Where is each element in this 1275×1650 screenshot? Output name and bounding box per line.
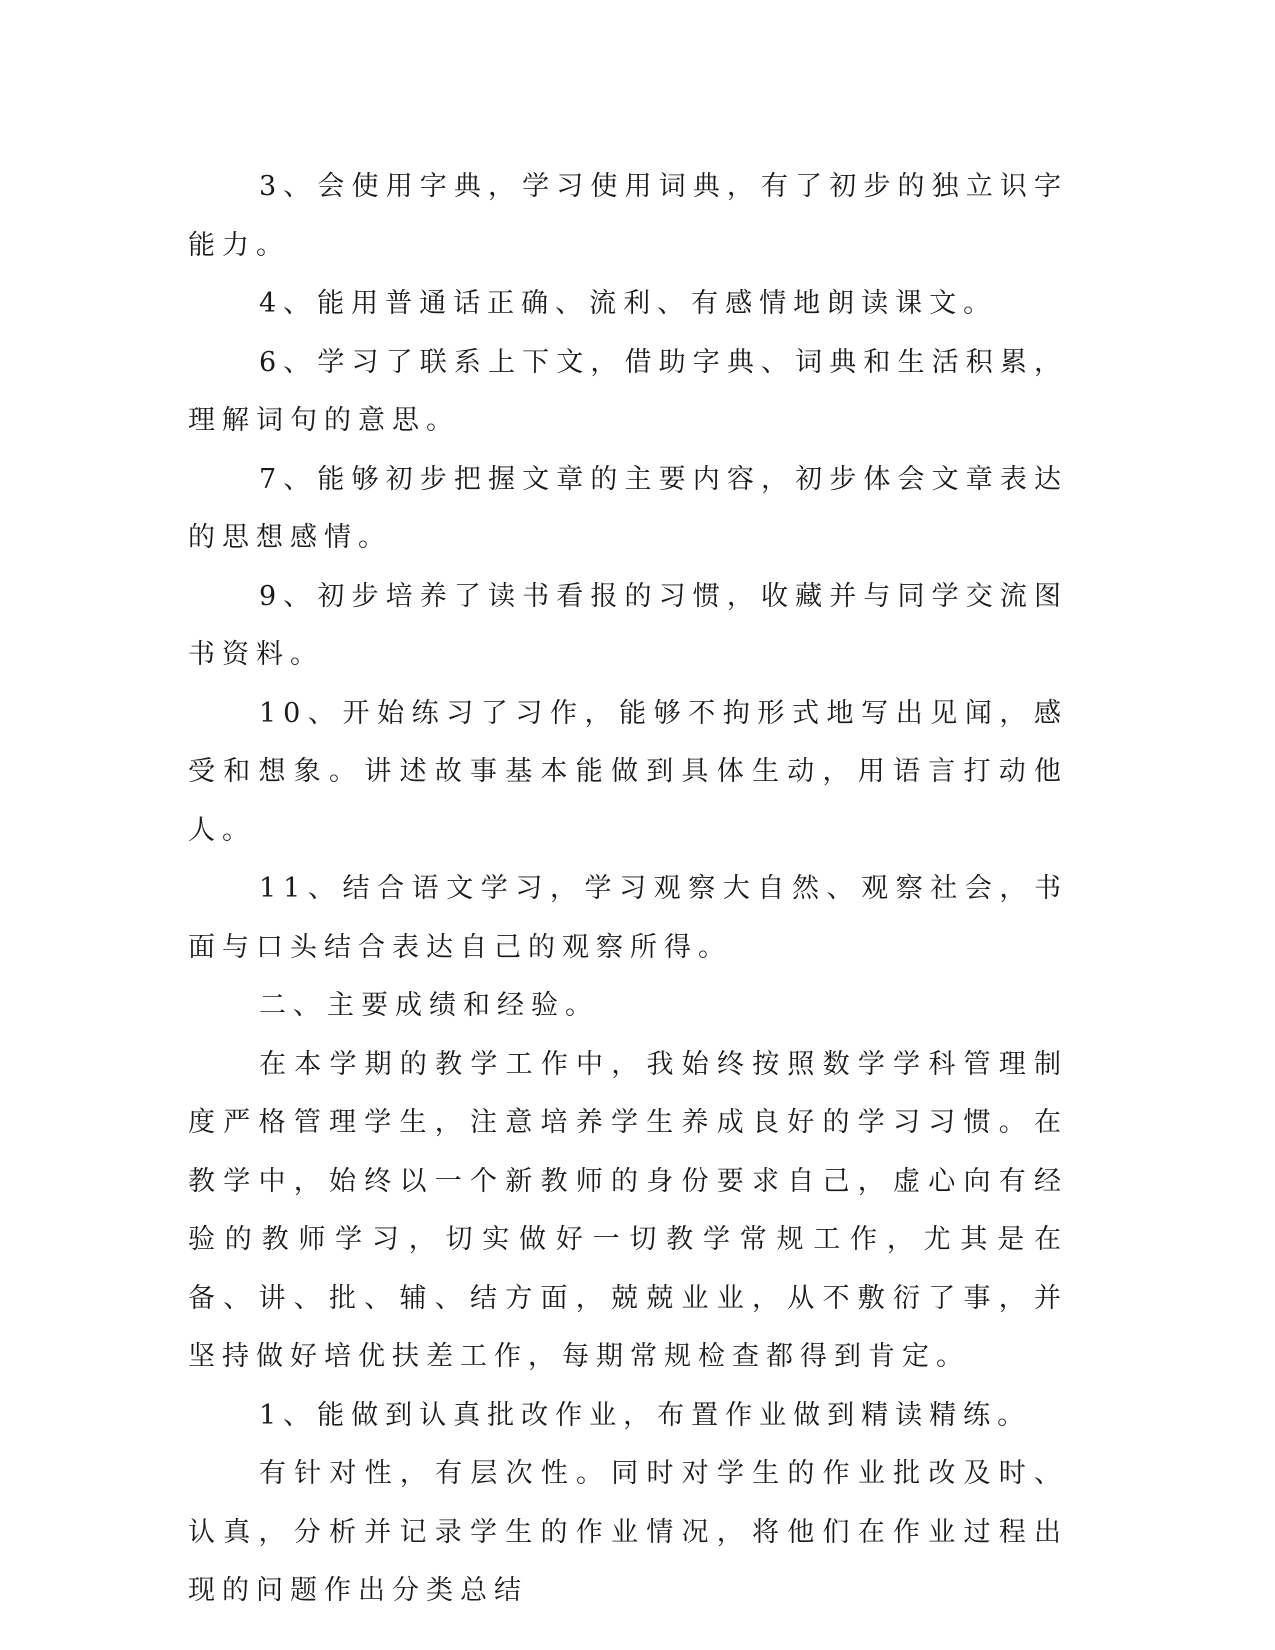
- paragraph-item-1: 1、能做到认真批改作业，布置作业做到精读精练。: [259, 1399, 1032, 1431]
- paragraph-item-3: 3、会使用字典，学习使用词典，有了初步的独立识字能力。: [188, 171, 1068, 261]
- paragraph-item-6: 6、学习了联系上下文，借助字典、词典和生活积累，理解词句的意思。: [188, 346, 1068, 436]
- paragraph-body-continued: 有针对性，有层次性。同时对学生的作业批改及时、认真，分析并记录学生的作业情况，将他们在作业过程出现的问题作出分类总结: [188, 1458, 1068, 1606]
- paragraph-item-7: 7、能够初步把握文章的主要内容，初步体会文章表达的思想感情。: [188, 463, 1068, 553]
- document-body: [188, 158, 1068, 1621]
- paragraph-item-11: 11、结合语文学习，学习观察大自然、观察社会，书面与口头结合表达自己的观察所得。: [188, 873, 1068, 963]
- paragraph-item-9: 9、初步培养了读书看报的习惯，收藏并与同学交流图书资料。: [188, 580, 1068, 670]
- section-heading: 二、主要成绩和经验。: [259, 990, 599, 1021]
- paragraph-body: 在本学期的教学工作中，我始终按照数学学科管理制度严格管理学生，注意培养学生养成良好的学习习惯。在教学中，始终以一个新教师的身份要求自己，虚心向有经验的教师学习，切实做好一切教学常规工作，尤其是在备、讲、批、辅、结方面，兢兢业业，从不敷衍了事，并坚持做好培优扶差工作，每期常规检查都得到肯定。: [188, 1048, 1068, 1372]
- paragraph-item-4: 4、能用普通话正确、流利、有感情地朗读课文。: [259, 288, 998, 319]
- paragraph-item-10: 10、开始练习了习作，能够不拘形式地写出见闻，感受和想象。讲述故事基本能做到具体生动，用语言打动他人。: [188, 697, 1068, 846]
